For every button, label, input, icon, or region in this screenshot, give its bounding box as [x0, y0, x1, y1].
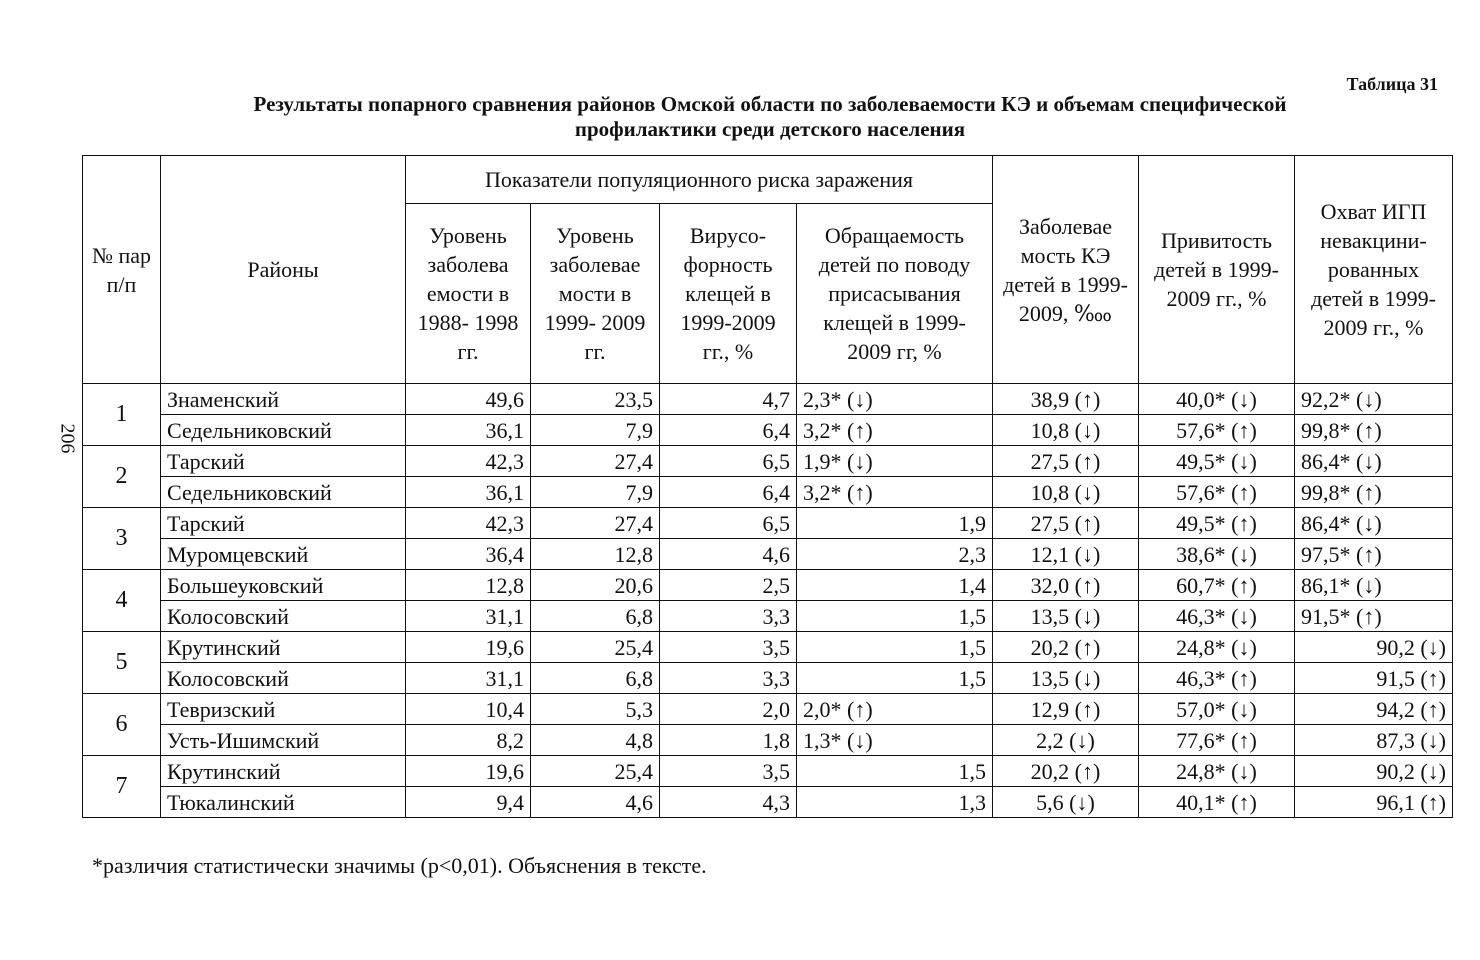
- table-row: [83, 725, 1453, 756]
- cell-c5: 20,2 (↑): [993, 756, 1139, 787]
- cell-c5: 27,5 (↑): [993, 508, 1139, 539]
- pair-number: 6: [83, 694, 161, 756]
- footnote: *различия статистически значимы (р<0,01). Объяснения в тексте.: [92, 853, 707, 878]
- cell-c4: 1,9* (↓): [797, 446, 993, 477]
- district-name: Тевризский: [161, 694, 406, 725]
- pair-number: 4: [83, 570, 161, 632]
- cell-c6: 57,6* (↑): [1139, 477, 1295, 508]
- cell-c3: 4,7: [660, 384, 797, 415]
- cell-c7: 96,1 (↑): [1295, 787, 1453, 818]
- table-row: [83, 663, 1453, 694]
- table-row: [83, 508, 1453, 539]
- cell-c2: 20,6: [531, 570, 660, 601]
- cell-c6: 57,6* (↑): [1139, 415, 1295, 446]
- table-label: Таблица 31: [1346, 74, 1438, 94]
- cell-c1: 36,4: [406, 539, 531, 570]
- cell-c2: 4,8: [531, 725, 660, 756]
- cell-c4: 1,5: [797, 632, 993, 663]
- cell-c2: 6,8: [531, 663, 660, 694]
- cell-c1: 36,1: [406, 477, 531, 508]
- header-incidence-1999: Уровень заболевае мости в 1999- 2009 гг.: [531, 204, 660, 384]
- pair-number: 5: [83, 632, 161, 694]
- header-districts: Районы: [161, 156, 406, 384]
- comparison-table: [82, 155, 1453, 818]
- cell-c3: 4,3: [660, 787, 797, 818]
- cell-c1: 49,6: [406, 384, 531, 415]
- cell-c5: 13,5 (↓): [993, 601, 1139, 632]
- cell-c6: 46,3* (↓): [1139, 601, 1295, 632]
- cell-c1: 42,3: [406, 508, 531, 539]
- cell-c7: 87,3 (↓): [1295, 725, 1453, 756]
- table-row: [83, 694, 1453, 725]
- cell-c4: 1,5: [797, 756, 993, 787]
- district-name: Тарский: [161, 508, 406, 539]
- cell-c5: 10,8 (↓): [993, 415, 1139, 446]
- district-name: Муромцевский: [161, 539, 406, 570]
- cell-c3: 6,5: [660, 446, 797, 477]
- cell-c7: 99,8* (↑): [1295, 415, 1453, 446]
- cell-c2: 23,5: [531, 384, 660, 415]
- cell-c6: 40,1* (↑): [1139, 787, 1295, 818]
- cell-c5: 20,2 (↑): [993, 632, 1139, 663]
- cell-c2: 27,4: [531, 508, 660, 539]
- table-row: [83, 477, 1453, 508]
- header-te-incidence: Заболевае мость КЭ детей в 1999-2009, ‱: [993, 156, 1139, 384]
- district-name: Тарский: [161, 446, 406, 477]
- cell-c5: 32,0 (↑): [993, 570, 1139, 601]
- cell-c2: 5,3: [531, 694, 660, 725]
- cell-c6: 60,7* (↑): [1139, 570, 1295, 601]
- cell-c2: 25,4: [531, 756, 660, 787]
- cell-c5: 2,2 (↓): [993, 725, 1139, 756]
- cell-c4: 1,3* (↓): [797, 725, 993, 756]
- header-igp-coverage: Охват ИГП невакцини- рованных детей в 1999-2009 гг., %: [1295, 156, 1453, 384]
- cell-c5: 27,5 (↑): [993, 446, 1139, 477]
- district-name: Тюкалинский: [161, 787, 406, 818]
- cell-c3: 2,5: [660, 570, 797, 601]
- cell-c4: 1,5: [797, 663, 993, 694]
- district-name: Колосовский: [161, 663, 406, 694]
- cell-c5: 13,5 (↓): [993, 663, 1139, 694]
- cell-c6: 49,5* (↑): [1139, 508, 1295, 539]
- cell-c7: 90,2 (↓): [1295, 632, 1453, 663]
- district-name: Знаменский: [161, 384, 406, 415]
- cell-c2: 6,8: [531, 601, 660, 632]
- cell-c4: 2,3: [797, 539, 993, 570]
- cell-c6: 24,8* (↓): [1139, 632, 1295, 663]
- cell-c7: 91,5 (↑): [1295, 663, 1453, 694]
- pair-number: 7: [83, 756, 161, 818]
- cell-c3: 2,0: [660, 694, 797, 725]
- cell-c6: 24,8* (↓): [1139, 756, 1295, 787]
- cell-c7: 86,4* (↓): [1295, 508, 1453, 539]
- cell-c6: 38,6* (↓): [1139, 539, 1295, 570]
- cell-c3: 3,5: [660, 756, 797, 787]
- table-row: [83, 601, 1453, 632]
- cell-c5: 12,1 (↓): [993, 539, 1139, 570]
- district-name: Седельниковский: [161, 477, 406, 508]
- cell-c7: 94,2 (↑): [1295, 694, 1453, 725]
- cell-c3: 3,5: [660, 632, 797, 663]
- cell-c4: 2,0* (↑): [797, 694, 993, 725]
- cell-c2: 7,9: [531, 477, 660, 508]
- cell-c5: 12,9 (↑): [993, 694, 1139, 725]
- table-row: [83, 384, 1453, 415]
- cell-c2: 27,4: [531, 446, 660, 477]
- cell-c3: 1,8: [660, 725, 797, 756]
- cell-c7: 99,8* (↑): [1295, 477, 1453, 508]
- table-row: [83, 756, 1453, 787]
- cell-c1: 31,1: [406, 663, 531, 694]
- cell-c7: 86,1* (↓): [1295, 570, 1453, 601]
- cell-c7: 92,2* (↓): [1295, 384, 1453, 415]
- cell-c4: 1,4: [797, 570, 993, 601]
- district-name: Усть-Ишимский: [161, 725, 406, 756]
- cell-c4: 1,5: [797, 601, 993, 632]
- cell-c6: 40,0* (↓): [1139, 384, 1295, 415]
- table-row: [83, 415, 1453, 446]
- cell-c1: 8,2: [406, 725, 531, 756]
- cell-c1: 10,4: [406, 694, 531, 725]
- district-name: Крутинский: [161, 756, 406, 787]
- cell-c2: 12,8: [531, 539, 660, 570]
- cell-c3: 6,4: [660, 415, 797, 446]
- cell-c4: 1,9: [797, 508, 993, 539]
- cell-c1: 19,6: [406, 756, 531, 787]
- cell-c5: 38,9 (↑): [993, 384, 1139, 415]
- cell-c7: 91,5* (↑): [1295, 601, 1453, 632]
- header-risk-group: Показатели популяционного риска заражения: [406, 156, 993, 204]
- page-number: 206: [56, 423, 79, 454]
- table-row: [83, 787, 1453, 818]
- pair-number: 1: [83, 384, 161, 446]
- cell-c1: 12,8: [406, 570, 531, 601]
- cell-c3: 6,4: [660, 477, 797, 508]
- cell-c3: 3,3: [660, 601, 797, 632]
- district-name: Крутинский: [161, 632, 406, 663]
- cell-c4: 2,3* (↓): [797, 384, 993, 415]
- header-vaccination: Привитость детей в 1999-2009 гг., %: [1139, 156, 1295, 384]
- table-row: [83, 570, 1453, 601]
- cell-c2: 7,9: [531, 415, 660, 446]
- cell-c7: 97,5* (↑): [1295, 539, 1453, 570]
- cell-c1: 42,3: [406, 446, 531, 477]
- title-line-1: Результаты попарного сравнения районов Омской области по заболеваемости КЭ и объемам специфической: [253, 92, 1287, 116]
- cell-c4: 3,2* (↑): [797, 477, 993, 508]
- cell-c4: 1,3: [797, 787, 993, 818]
- header-tick-bites: Обращаемость детей по поводу присасывания клещей в 1999- 2009 гг, %: [797, 204, 993, 384]
- cell-c6: 77,6* (↑): [1139, 725, 1295, 756]
- cell-c5: 10,8 (↓): [993, 477, 1139, 508]
- table-row: [83, 539, 1453, 570]
- table-row: [83, 632, 1453, 663]
- cell-c1: 9,4: [406, 787, 531, 818]
- cell-c6: 57,0* (↓): [1139, 694, 1295, 725]
- table-title: [100, 92, 1440, 142]
- cell-c2: 4,6: [531, 787, 660, 818]
- cell-c1: 19,6: [406, 632, 531, 663]
- cell-c4: 3,2* (↑): [797, 415, 993, 446]
- district-name: Седельниковский: [161, 415, 406, 446]
- cell-c7: 86,4* (↓): [1295, 446, 1453, 477]
- cell-c7: 90,2 (↓): [1295, 756, 1453, 787]
- district-name: Большеуковский: [161, 570, 406, 601]
- header-virus-ticks: Вирусо- форность клещей в 1999-2009 гг., %: [660, 204, 797, 384]
- table-body: [83, 384, 1453, 818]
- pair-number: 2: [83, 446, 161, 508]
- cell-c3: 6,5: [660, 508, 797, 539]
- cell-c6: 46,3* (↑): [1139, 663, 1295, 694]
- cell-c1: 31,1: [406, 601, 531, 632]
- cell-c1: 36,1: [406, 415, 531, 446]
- title-line-2: профилактики среди детского населения: [574, 117, 966, 141]
- cell-c3: 3,3: [660, 663, 797, 694]
- header-pair-no: № пар п/п: [83, 156, 161, 384]
- pair-number: 3: [83, 508, 161, 570]
- cell-c5: 5,6 (↓): [993, 787, 1139, 818]
- table-row: [83, 446, 1453, 477]
- cell-c6: 49,5* (↓): [1139, 446, 1295, 477]
- cell-c3: 4,6: [660, 539, 797, 570]
- cell-c2: 25,4: [531, 632, 660, 663]
- header-incidence-1988: Уровень заболева емости в 1988- 1998 гг.: [406, 204, 531, 384]
- district-name: Колосовский: [161, 601, 406, 632]
